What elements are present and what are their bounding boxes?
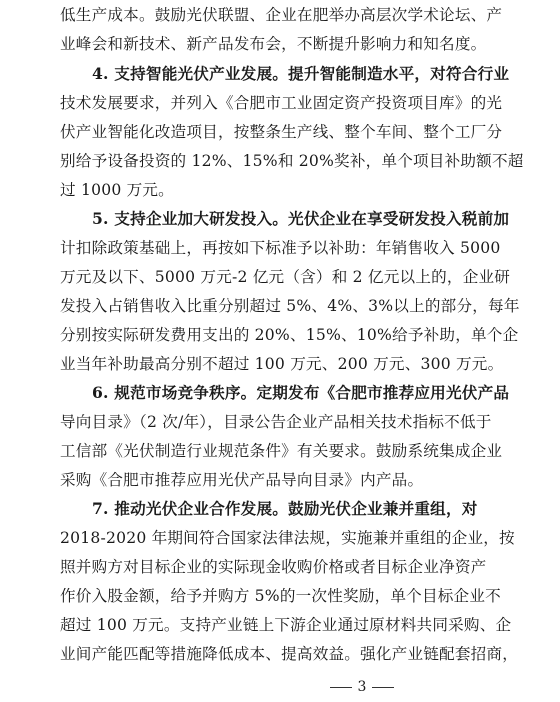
- text-line: 过 1000 万元。: [60, 181, 174, 199]
- section-heading-line: 4. 支持智能光伏产业发展。提升智能制造水平，对符合行业: [92, 64, 510, 83]
- text-line: 工信部《光伏制造行业规范条件》有关要求。鼓励系统集成企业: [60, 442, 503, 460]
- text-line: 业间产能匹配等措施降低成本、提高效益。强化产业链配套招商，: [60, 645, 519, 663]
- text-line: 低生产成本。鼓励光伏联盟、企业在肥举办高层次学术论坛、产: [60, 6, 503, 24]
- text-line: 作价入股金额，给予并购方 5%的一次性奖励，单个目标企业不: [60, 587, 501, 605]
- page-number: [0, 678, 560, 696]
- text-line: 业当年补助最高分别不超过 100 万元、200 万元、300 万元。: [60, 355, 504, 373]
- section-heading-line: 6. 规范市场竞争秩序。定期发布《合肥市推荐应用光伏产品: [92, 383, 510, 402]
- section-heading-line: 5. 支持企业加大研发投入。光伏企业在享受研发投入税前加: [92, 209, 510, 228]
- text-line: 伏产业智能化改造项目，按整条生产线、整个车间、整个工厂分: [60, 123, 503, 141]
- dash-left: [330, 687, 352, 688]
- text-line: 发投入占销售收入比重分别超过 5%、4%、3%以上的部分，每年: [60, 297, 520, 315]
- text-line: 采购《合肥市推荐应用光伏产品导向目录》内产品。: [60, 471, 424, 489]
- page-number-value: 3: [357, 679, 367, 695]
- text-line: 万元及以下、5000 万元-2 亿元（含）和 2 亿元以上的，企业研: [60, 268, 511, 286]
- text-line: 别给予设备投资的 12%、15%和 20%奖补，单个项目补助额不超: [60, 152, 524, 170]
- text-line: 2018-2020 年期间符合国家法律法规，实施兼并重组的企业，按: [60, 529, 515, 547]
- dash-right: [372, 687, 394, 688]
- text-line: 计扣除政策基础上，再按如下标准予以补助：年销售收入 5000: [60, 239, 501, 257]
- section-heading-line: 7. 推动光伏企业合作发展。鼓励光伏企业兼并重组，对: [92, 499, 478, 518]
- text-line: 导向目录》（2 次/年），目录公告企业产品相关技术指标不低于: [60, 413, 492, 431]
- text-line: 照并购方对目标企业的实际现金收购价格或者目标企业净资产: [60, 558, 487, 576]
- text-line: 业峰会和新技术、新产品发布会，不断提升影响力和知名度。: [60, 35, 487, 53]
- text-line: 超过 100 万元。支持产业链上下游企业通过原材料共同采购、企: [60, 616, 512, 634]
- text-line: 分别按实际研发费用支出的 20%、15%、10%给予补助，单个企: [60, 326, 519, 344]
- text-line: 技术发展要求，并列入《合肥市工业固定资产投资项目库》的光: [60, 94, 503, 112]
